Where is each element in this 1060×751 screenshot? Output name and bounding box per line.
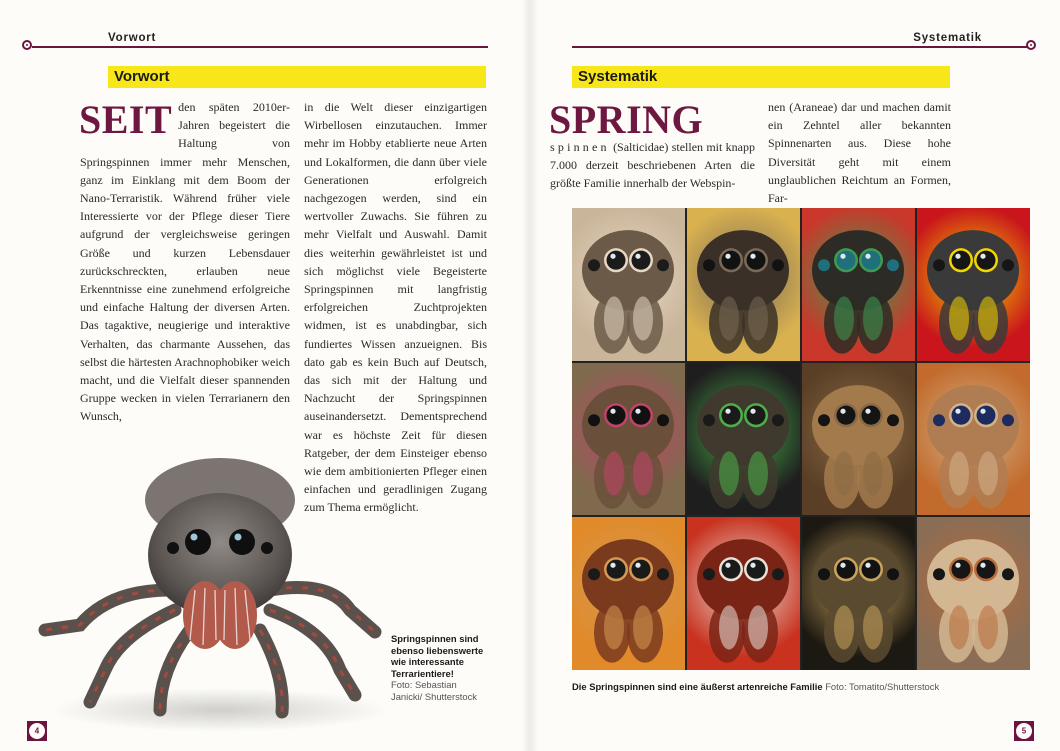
spider-face: [687, 208, 800, 361]
body-text: nen (Araneae) dar und machen damit ein Zehntel aller bekannten Spinnenarten aus. Diese hohe Diversität geht mit einem unglaublichen Reichtum an Formen, Far-: [768, 100, 951, 206]
header-rule: [572, 46, 1028, 48]
page-number: 5: [1016, 723, 1032, 739]
intro-paragraph: [550, 98, 755, 193]
drop-cap: SPRING: [549, 97, 704, 142]
spider-photo-tile: [687, 363, 800, 516]
page-number-badge: [1014, 721, 1034, 741]
spider-face: [802, 363, 915, 516]
spider-face: [687, 363, 800, 516]
spider-photo-tile: [802, 363, 915, 516]
rule-ornament: [22, 40, 32, 50]
spider-photo-tile: [572, 517, 685, 670]
spider-photo-tile: [802, 208, 915, 361]
running-head: Systematik: [913, 32, 982, 44]
body-text: in die Welt dieser einzigartigen Wirbellosen einzutauchen. Immer mehr im Hobby etablierte neue Arten und Lokalformen, die dann über viele Generationen erfolgreich nachgezogen werden, sind ein wertvoller Zuwachs. Sie führen zu mehr Vielfalt und Auswahl. Damit dies weiterhin gewährleistet ist und sich möglichst viele Begeisterte Springspinnen mit langfristig erfolgreichen Zuchtprojekten widmen, ist es unabdingbar, sich fundiertes Wissen anzueignen. Bis dato gab es kein Buch auf Deutsch, das sich mit der Haltung und Nachzucht der Springspinnen auseinandersetzt. Dementsprechend war es höchste Zeit für diesen Ratgeber, der dem Einsteiger ebenso wie dem ambitionierten Pfleger einen einfachen und geradlinigen Zugang zum Thema ermöglicht.: [304, 100, 487, 515]
spider-photo-tile: [687, 517, 800, 670]
photo-credit: Foto: Tomatito/Shutterstock: [825, 681, 940, 692]
body-text: stellen mit knapp 7.000 derzeit beschriebenen Arten die größte Familie innerhalb der Webspin-: [550, 140, 756, 191]
section-title: Vorwort: [114, 68, 170, 85]
rule-ornament: [1026, 40, 1036, 50]
photo-credit: Foto: Sebastian Janicki/ Shutterstock: [391, 679, 477, 702]
spine-shadow: [522, 0, 538, 751]
caption-title: Springspinnen sind ebenso liebenswerte wie interessante Terrarientiere!: [391, 633, 484, 679]
spider-photo-tile: [917, 208, 1030, 361]
spider-photo-grid: [572, 208, 1030, 670]
section-title-bar: [572, 66, 950, 88]
spider-face: [802, 517, 915, 670]
spider-photo-tile: [802, 517, 915, 670]
intro-text: den späten 2010er-Jahren begeistert die Haltung von Springspinnen immer mehr Menschen, ganz im Einklang mit dem Boom der Nano-Terraristik.: [80, 100, 290, 206]
section-title-bar: [108, 66, 486, 88]
spider-face: [572, 363, 685, 516]
page-number: 4: [29, 723, 45, 739]
section-title: Systematik: [578, 68, 658, 85]
drop-cap: SEIT: [79, 97, 173, 142]
spider-face: [687, 517, 800, 670]
jumping-spider-photo: [20, 440, 410, 740]
photo-caption: [391, 633, 487, 702]
spider-photo-tile: [917, 363, 1030, 516]
spider-face: [917, 517, 1030, 670]
body-text: Während früher viele Interessierte vor der Pflege dieser Tiere aufgrund der vergleichsweise geringen Größe und kurzen Lebensdauer zurückschreckten, erlauben neue Erkenntnisse eine zunehmend erfolgreiche und einfache Haltung der diversen Arten. Das tagaktive, neugierige und interaktive Verhalten, das charmante Aussehen, das selbst die härtesten Arachnophobiker weich macht, und die Vielfalt dieser spannenden Gruppe wecken in vielen Terrarianern den Wunsch,: [80, 191, 290, 424]
running-head: Vorwort: [108, 32, 157, 44]
intro-paragraph: [80, 98, 290, 426]
intro-text-2: (Salticidae): [613, 140, 669, 154]
text-column-2: [768, 98, 951, 207]
spider-face: [572, 208, 685, 361]
spider-face: [802, 208, 915, 361]
text-column-1: [550, 98, 755, 193]
caption-title: Die Springspinnen sind eine äußerst artenreiche Familie: [572, 681, 823, 692]
spider-face: [917, 208, 1030, 361]
spider-photo-tile: [572, 363, 685, 516]
header-rule: [32, 46, 488, 48]
text-column-1: [80, 98, 290, 426]
page-number-badge: [27, 721, 47, 741]
spider-face: [572, 517, 685, 670]
intro-text: spinnen: [550, 140, 610, 154]
spider-face: [917, 363, 1030, 516]
spider-photo-tile: [917, 517, 1030, 670]
spider-photo-tile: [687, 208, 800, 361]
photo-caption: [572, 681, 992, 693]
spider-photo-tile: [572, 208, 685, 361]
